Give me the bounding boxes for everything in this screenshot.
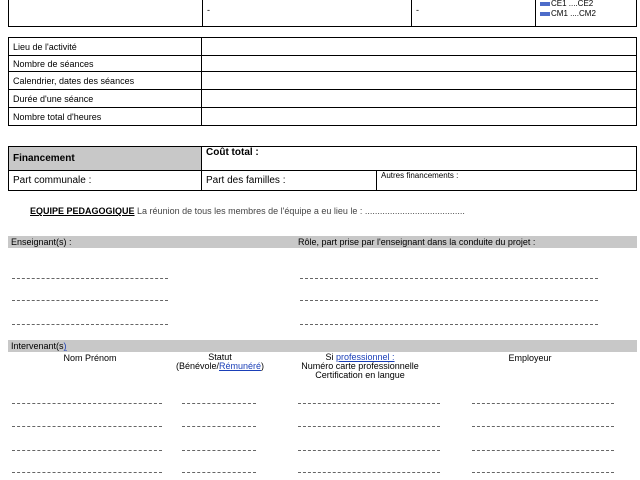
info-value[interactable] [202,56,637,72]
enseignant-line[interactable] [12,278,168,279]
checkbox-ce[interactable] [540,2,550,6]
top-cell-1 [9,0,203,27]
role-label: Rôle, part prise par l'enseignant dans la conduite du projet : [298,237,536,247]
top-row-table [8,0,637,27]
col-nom: Nom Prénom [63,353,117,363]
role-line[interactable] [300,300,598,301]
financing-table [8,146,637,191]
equipe-line [30,206,465,216]
checkbox-cm[interactable] [540,12,550,16]
intervenant-statut-line[interactable] [182,426,256,427]
info-label: Calendrier, dates des séances [9,72,202,90]
col-statut-2c: ) [261,361,265,371]
intervenant-employeur-line[interactable] [472,450,614,451]
part-familles: Part des familles : [202,171,377,191]
role-line[interactable] [300,324,598,325]
info-value[interactable] [202,72,637,90]
col-statut [160,353,280,371]
info-label: Nombre de séances [9,56,202,72]
intervenant-employeur-line[interactable] [472,472,614,473]
col-si-1a: Si [325,352,336,362]
intervenant-statut-line[interactable] [182,472,256,473]
col-statut-2a: (Bénévole/ [175,361,219,371]
intervenants-suffix: ) [63,341,67,351]
part-communale: Part communale : [9,171,202,191]
col-employeur: Employeur [508,353,552,363]
col-statut-2b: Rémunéré [219,361,262,371]
intervenant-employeur-line[interactable] [472,403,614,404]
intervenant-carte-line[interactable] [298,426,440,427]
intervenant-nom-line[interactable] [12,403,162,404]
info-label: Durée d'une séance [9,90,202,108]
top-cell-2: - [203,0,412,27]
financing-label: Financement [9,147,202,171]
role-line[interactable] [300,278,598,279]
info-value[interactable] [202,38,637,56]
intervenant-carte-line[interactable] [298,403,440,404]
col-si-2: Numéro carte professionnelle [301,361,419,371]
col-si [290,353,430,380]
intervenant-nom-line[interactable] [12,472,162,473]
intervenant-nom-line[interactable] [12,426,162,427]
enseignants-bar [8,236,637,248]
info-value[interactable] [202,108,637,126]
enseignant-line[interactable] [12,300,168,301]
intervenant-statut-line[interactable] [182,450,256,451]
intervenant-nom-line[interactable] [12,450,162,451]
equipe-title: EQUIPE PEDAGOGIQUE [30,206,135,216]
info-label: Nombre total d'heures [9,108,202,126]
intervenant-statut-line[interactable] [182,403,256,404]
top-cell-3: - [412,0,536,27]
intervenants-bar [8,340,637,352]
info-value[interactable] [202,90,637,108]
levels-cell [536,0,637,27]
enseignants-label: Enseignant(s) : [11,237,72,247]
levels-line-1: CE1 ....CE2 [551,0,594,8]
intervenant-employeur-line[interactable] [472,426,614,427]
equipe-text: La réunion de tous les membres de l'équipe a eu lieu le : ........................................ [137,206,465,216]
intervenants-label: Intervenant(s [11,341,64,351]
info-label: Lieu de l'activité [9,38,202,56]
info-table [8,37,637,126]
col-si-3: Certification en langue [315,370,405,380]
col-statut-1: Statut [208,352,232,362]
enseignant-line[interactable] [12,324,168,325]
intervenant-carte-line[interactable] [298,472,440,473]
intervenant-carte-line[interactable] [298,450,440,451]
autres-financements: Autres financements : [377,171,637,191]
col-si-1b: professionnel : [335,352,395,362]
total-cost: Coût total : [202,147,637,171]
levels-line-2: CM1 ....CM2 [551,9,596,18]
